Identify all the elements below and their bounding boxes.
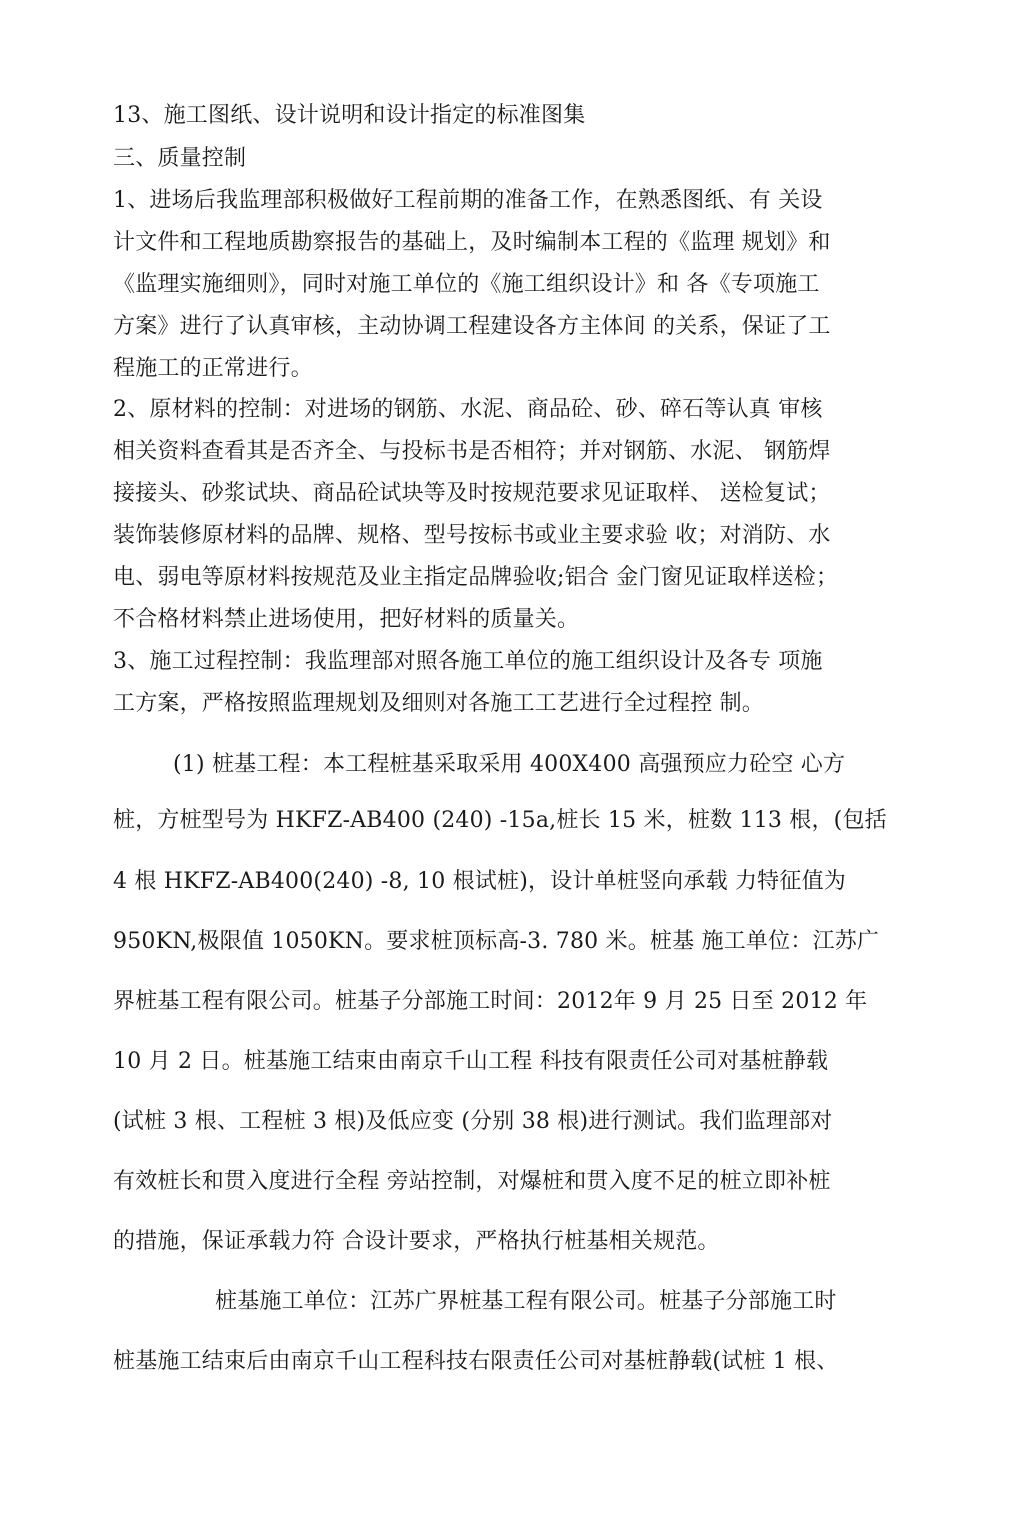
text-line: 电、弱电等原材料按规范及业主指定品牌验收;铝合 金门窗见证取样送检；: [113, 565, 839, 590]
text-line: 接接头、砂浆试块、商品砼试块等及时按规范要求见证取样、 送检复试；: [113, 481, 831, 506]
text-line: 有效桩长和贯入度进行全程 旁站控制，对爆桩和贯入度不足的桩立即补桩: [113, 1169, 831, 1194]
text-line: 程施工的正常进行。: [113, 356, 313, 381]
text-line: (1) 桩基工程：本工程桩基采取采用 400X400 高强预应力砼空 心方: [173, 752, 846, 777]
text-line: (试桩 3 根、工程桩 3 根)及低应变 (分别 38 根)进行测试。我们监理部对: [113, 1109, 833, 1134]
text-line: 界桩基工程有限公司。桩基子分部施工时间：2012年 9 月 25 日至 2012 年: [113, 989, 868, 1014]
text-line: 桩，方桩型号为 HKFZ-AB400 (240) -15a,桩长 15 米，桩数 113 根，(包括: [113, 808, 887, 833]
text-line: 不合格材料禁止进场使用，把好材料的质量关。: [113, 607, 580, 632]
text-line: 相关资料查看其是否齐全、与投标书是否相符；并对钢筋、水泥、 钢筋焊: [113, 439, 831, 464]
text-line: 4 根 HKFZ-AB400(240) -8, 10 根试桩)，设计单桩竖向承载 力特征值为: [113, 869, 846, 894]
text-line: 2、原材料的控制：对进场的钢筋、水泥、商品砼、砂、碎石等认真 审核: [113, 397, 823, 422]
text-line: 方案》进行了认真审核，主动协调工程建设各方主体间 的关系，保证了工: [113, 314, 831, 339]
text-line: 950KN,极限值 1050KN。要求桩顶标高-3. 780 米。桩基 施工单位：江苏广: [113, 929, 880, 954]
text-line: 1、进场后我监理部积极做好工程前期的准备工作，在熟悉图纸、有 关设: [113, 188, 823, 213]
text-line: 工方案，严格按照监理规划及细则对各施工工艺进行全过程控 制。: [113, 691, 764, 716]
text-line: 桩基施工单位：江苏广界桩基工程有限公司。桩基子分部施工时: [215, 1289, 837, 1314]
text-line: 桩基施工结束后由南京千山工程科技右限责任公司对基桩静载(试桩 1 根、: [113, 1349, 839, 1374]
section-heading: 三、质量控制: [113, 146, 247, 171]
text-line: 的措施，保证承载力符 合设计要求，严格执行桩基相关规范。: [113, 1229, 720, 1254]
text-line: 3、施工过程控制：我监理部对照各施工单位的施工组织设计及各专 项施: [113, 649, 823, 674]
text-line: 10 月 2 日。桩基施工结束由南京千山工程 科技有限责任公司对基桩静载: [113, 1049, 829, 1074]
text-line: 装饰装修原材料的品牌、规格、型号按标书或业主要求验 收；对消防、水: [113, 523, 831, 548]
text-line: 计文件和工程地质勘察报告的基础上，及时编制本工程的《监理 规划》和: [113, 230, 831, 255]
text-line: 《监理实施细则》，同时对施工单位的《施工组织设计》和 各《专项施工: [113, 272, 820, 297]
text-line: 13、施工图纸、设计说明和设计指定的标准图集: [113, 103, 586, 128]
